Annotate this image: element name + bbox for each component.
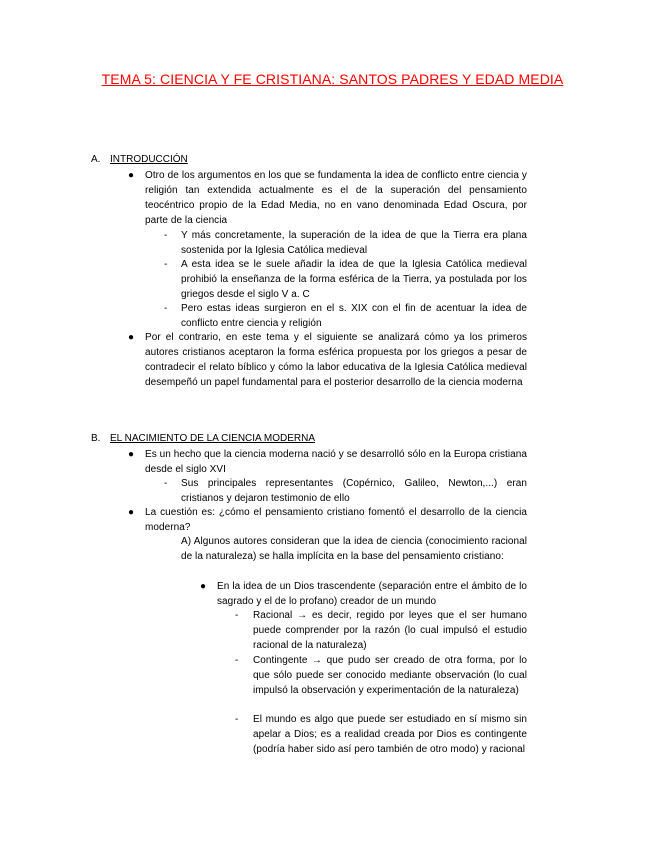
section-a-sub-3: Pero estas ideas surgieron en el s. XIX con el fin de acentuar la idea de conflicto entre ciencia y religión bbox=[181, 303, 527, 329]
section-b-heading bbox=[91, 432, 315, 446]
section-a-sub-2: A esta idea se le suele añadir la idea de que la Iglesia Católica medieval prohibió la enseñanza de la forma esférica de la Tierra, ya postulada por los griegos desde el siglo V a. C bbox=[181, 259, 527, 300]
dash-icon: - bbox=[164, 478, 168, 489]
bullet-icon: ● bbox=[200, 581, 207, 592]
section-b-sub-1: Sus principales representantes (Copérnico, Galileo, Newton,...) eran cristianos y dejaron testimonio de ello bbox=[181, 478, 527, 504]
dash-icon: - bbox=[164, 259, 168, 270]
section-b-bullet-1: Es un hecho que la ciencia moderna nació y se desarrolló sólo en la Europa cristiana desde el siglo XVI bbox=[145, 449, 527, 475]
section-b-title: EL NACIMIENTO DE LA CIENCIA MODERNA bbox=[110, 433, 316, 444]
section-b-nested-sub-2: Contingente → que pudo ser creado de otra forma, por lo que sólo puede ser conocido mediante observación (lo cual impulsó la observación y experimentación de la naturaleza) bbox=[253, 655, 527, 696]
dash-icon: - bbox=[235, 655, 239, 666]
bullet-icon: ● bbox=[128, 332, 135, 343]
bullet-icon: ● bbox=[128, 449, 135, 460]
bullet-icon: ● bbox=[128, 507, 135, 518]
section-b-nested-bullet-1: En la idea de un Dios trascendente (separación entre el ámbito de lo sagrado y el de lo profano) creador de un mundo bbox=[217, 581, 527, 607]
section-a-bullet-1: Otro de los argumentos en los que se fundamenta la idea de conflicto entre ciencia y religión tan extendida actualmente es el de la superación del pensamiento teocéntrico propio de la Edad Media, no en vano denominada Edad Oscura, por parte de la ciencia bbox=[145, 170, 527, 226]
section-b-nested-sub-1: Racional → es decir, regido por leyes que el ser humano puede comprender por la razón (lo cual impulsó el estudio racional de la naturaleza) bbox=[253, 610, 527, 651]
section-b-nested-sub-3: El mundo es algo que puede ser estudiado en sí mismo sin apelar a Dios; es a realidad creada por Dios es contingente (podría haber sido así pero también de otro modo) y racional bbox=[253, 714, 527, 755]
section-a-bullet-2: Por el contrario, en este tema y el siguiente se analizará cómo ya los primeros autores cristianos aceptaron la forma esférica propuesta por los griegos a pesar de contradecir el relato bíblico y cómo la labor educativa de la Iglesia Católica medieval desempeñó un papel fundamental para el posterior desarrollo de la ciencia moderna bbox=[145, 332, 527, 388]
section-b-letter: B. bbox=[91, 433, 101, 444]
section-a-heading bbox=[91, 153, 188, 167]
dash-icon: - bbox=[164, 230, 168, 241]
dash-icon: - bbox=[235, 610, 239, 621]
section-a-title: INTRODUCCIÓN bbox=[110, 154, 188, 165]
dash-icon: - bbox=[235, 714, 239, 725]
section-a-letter: A. bbox=[91, 154, 101, 165]
section-b-bullet-2: La cuestión es: ¿cómo el pensamiento cristiano fomentó el desarrollo de la ciencia moderna? bbox=[145, 507, 527, 533]
section-b-paragraph-a: A) Algunos autores consideran que la idea de ciencia (conocimiento racional de la naturaleza) se halla implícita en la base del pensamiento cristiano: bbox=[181, 536, 527, 562]
dash-icon: - bbox=[164, 303, 168, 314]
document-title: TEMA 5: CIENCIA Y FE CRISTIANA: SANTOS PADRES Y EDAD MEDIA bbox=[101, 71, 564, 87]
bullet-icon: ● bbox=[128, 170, 135, 181]
section-a-sub-1: Y más concretamente, la superación de la idea de que la Tierra era plana sostenida por la Iglesia Católica medieval bbox=[181, 230, 527, 256]
